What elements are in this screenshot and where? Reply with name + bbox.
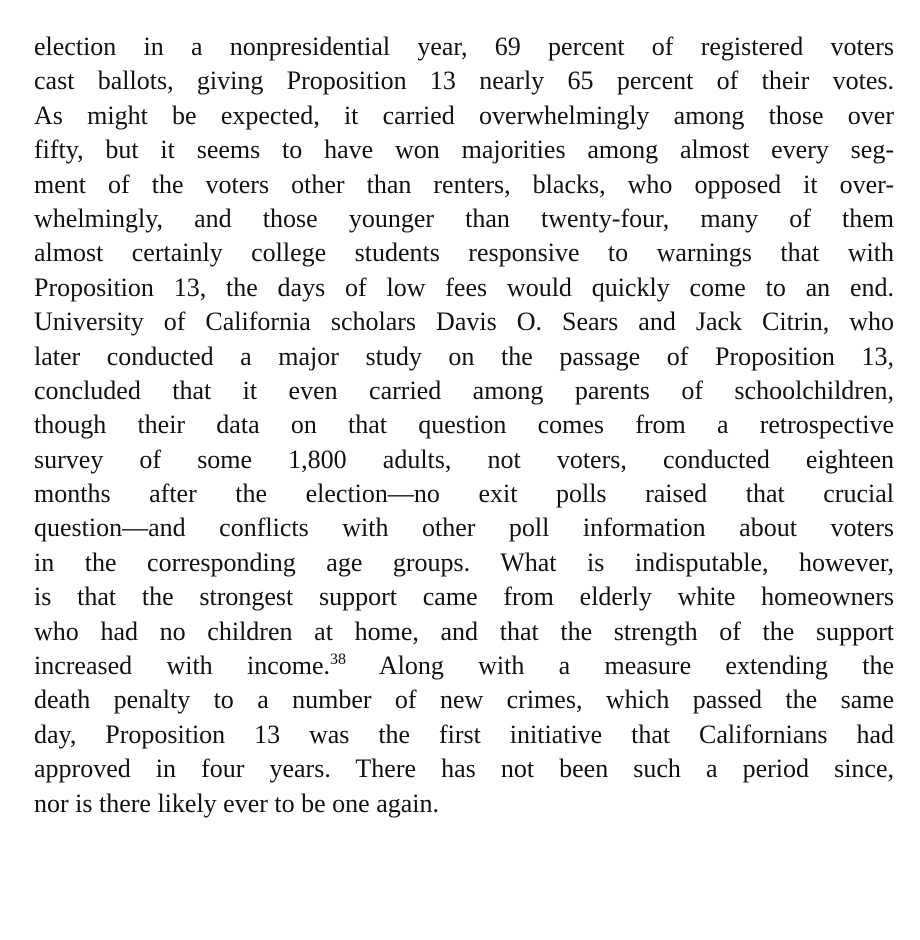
text-line: University of California scholars Davis O. Sears and Jack Citrin, who bbox=[34, 307, 894, 337]
text-line: who had no children at home, and that the strength of the support bbox=[34, 616, 894, 646]
text-line: election in a nonpresidential year, 69 percent of registered voters bbox=[34, 32, 894, 61]
text-line: though their data on that question comes from a retrospective bbox=[34, 410, 894, 440]
text-line: survey of some 1,800 adults, not voters, conducted eighteen bbox=[34, 444, 894, 474]
text-line: death penalty to a number of new crimes, which passed the same bbox=[34, 685, 894, 715]
text-line: cast ballots, giving Proposition 13 nearly 65 percent of their votes. bbox=[34, 66, 894, 96]
body-text bbox=[34, 30, 894, 821]
text-line: As might be expected, it carried overwhelmingly among those over bbox=[34, 100, 894, 130]
text-line: concluded that it even carried among parents of schoolchildren, bbox=[34, 375, 894, 405]
footnote-marker: 38 bbox=[330, 651, 346, 669]
text-line: nor is there likely ever to be one again. bbox=[34, 788, 440, 818]
text-line: almost certainly college students responsive to warnings that with bbox=[34, 238, 894, 268]
text-line: approved in four years. There has not been such a period since, bbox=[34, 754, 894, 784]
line-text-before-footnote: increased with income. bbox=[34, 651, 330, 681]
text-line: months after the election—no exit polls raised that crucial bbox=[34, 479, 894, 509]
text-line: later conducted a major study on the passage of Proposition 13, bbox=[34, 341, 894, 371]
text-line: ment of the voters other than renters, blacks, who opposed it over- bbox=[34, 169, 894, 199]
text-line: whelmingly, and those younger than twenty-four, many of them bbox=[34, 203, 894, 233]
text-line: in the corresponding age groups. What is indisputable, however, bbox=[34, 547, 894, 577]
text-line: Proposition 13, the days of low fees would quickly come to an end. bbox=[34, 272, 894, 302]
text-line: fifty, but it seems to have won majorities among almost every seg- bbox=[34, 135, 894, 165]
text-line-with-footnote bbox=[34, 649, 894, 683]
line-text-after-footnote: Along with a measure extending the bbox=[346, 651, 894, 681]
text-line: day, Proposition 13 was the first initiative that Californians had bbox=[34, 719, 894, 749]
text-line: question—and conflicts with other poll information about voters bbox=[34, 513, 894, 543]
text-line: is that the strongest support came from elderly white homeowners bbox=[34, 582, 894, 612]
